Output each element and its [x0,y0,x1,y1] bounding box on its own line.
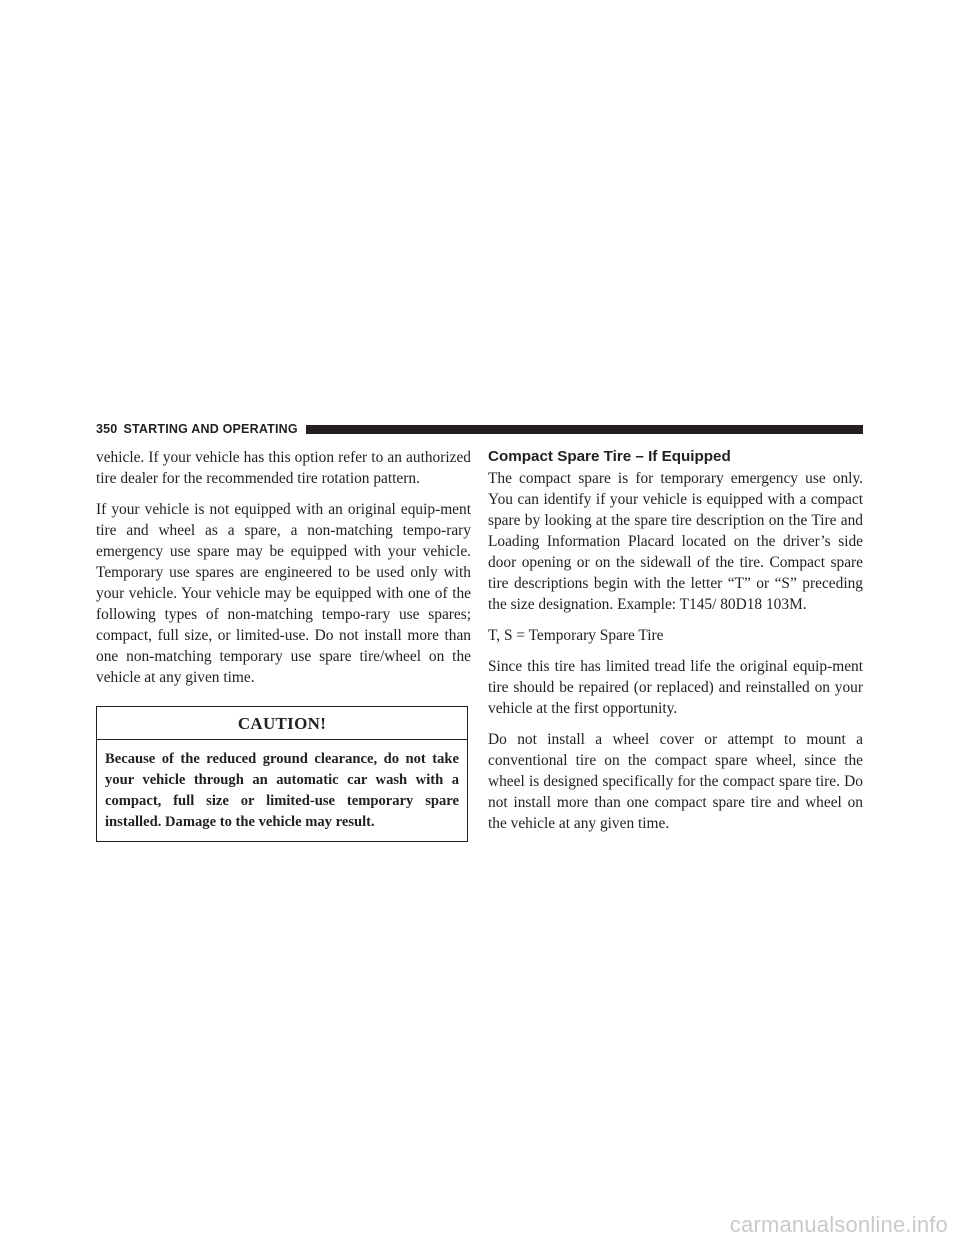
compact-spare-heading: Compact Spare Tire – If Equipped [488,448,731,465]
header-rule [306,425,863,434]
right-column [488,447,863,844]
paragraph-temporary-spares: If your vehicle is not equipped with an original equip-ment tire and wheel as a spare, a non-matching tempo-rary emergency use spare may be equipped with your vehicle. Temporary use spares are engineered to be used only with your vehicle. Your vehicle may be equipped with one of the following types of non-matching tempo-rary use spares; compact, full size, or limited-use. Do not install more than one non-matching temporary use spare tire/wheel on the vehicle at any given time. [96,501,471,686]
caution-text: Because of the reduced ground clearance, do not take your vehicle through an automatic car wash with a compact, full size or limited-use temporary spare installed. Damage to the vehicle may result. [105,751,459,830]
caution-title: CAUTION! [97,707,467,740]
caution-box [96,706,468,842]
paragraph-ts-definition: T, S = Temporary Spare Tire [488,627,664,644]
watermark-text: carmanualsonline.info [729,1212,948,1237]
paragraph-tread-life: Since this tire has limited tread life the original equip-ment tire should be repaired (or replaced) and reinstalled on your vehicle at the first opportunity. [488,658,863,717]
paragraph-wheel-cover: Do not install a wheel cover or attempt to mount a conventional tire on the compact spare wheel, since the wheel is designed specifically for the compact spare tire. Do not install more than one compact spare tire and wheel on the vehicle at any given time. [488,731,863,832]
page-header [96,420,863,438]
paragraph-rotation-continued: vehicle. If your vehicle has this option refer to an authorized tire dealer for the recommended tire rotation pattern. [96,449,471,487]
paragraph-compact-spare-description: The compact spare is for temporary emergency use only. You can identify if your vehicle is equipped with a compact spare by looking at the spare tire description on the Tire and Loading Information Placard located on the driver’s side door opening or on the sidewall of the tire. Compact spare tire descriptions begin with the letter “T” or “S” preceding the size designation. Example: T145/ 80D18 103M. [488,470,863,613]
page-number: 350 [96,422,118,436]
left-column [96,447,471,842]
section-title: STARTING AND OPERATING [123,422,298,436]
